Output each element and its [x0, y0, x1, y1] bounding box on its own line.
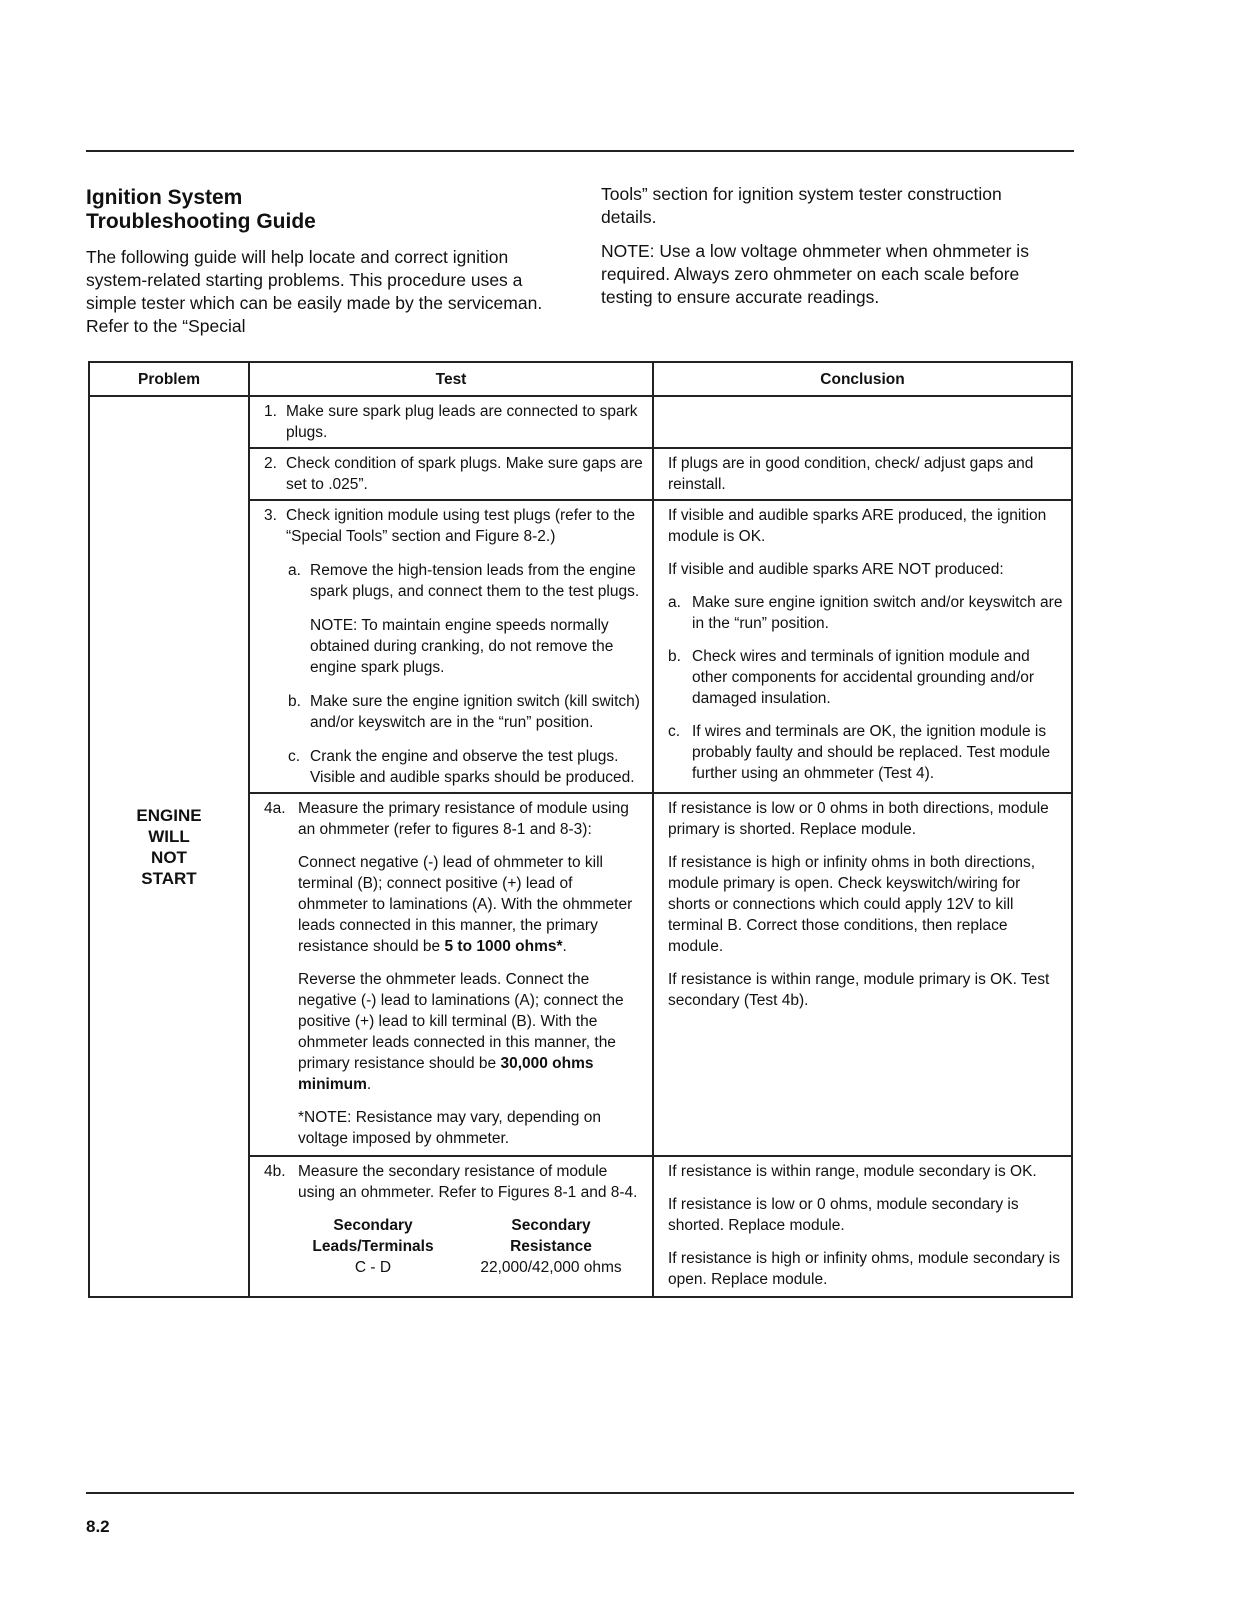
conclusion-text: If wires and terminals are OK, the ignition module is probably faulty and should be replaced. Test module further using an ohmmeter (Test 4).: [692, 723, 1051, 782]
conclusion-text: If resistance is high or infinity ohms, module secondary is open. Replace module.: [668, 1250, 1060, 1288]
step-text: Make sure spark plug leads are connected to spark plugs.: [286, 403, 638, 441]
conclusion-text: If visible and audible sparks ARE produced, the ignition module is OK.: [668, 507, 1047, 545]
problem-cell: [89, 396, 249, 1297]
intro-column-2: [601, 183, 1061, 320]
conclusion-text: If resistance is high or infinity ohms in both directions, module primary is open. Check keyswitch/wiring for shorts or connections which could apply 12V to kill terminal B. Correct those conditions, then replace module.: [668, 854, 1036, 955]
conclusion-cell-2: If plugs are in good condition, check/ adjust gaps and reinstall.: [653, 448, 1072, 500]
conclusion-text: Make sure engine ignition switch and/or keyswitch are in the “run” position.: [692, 594, 1063, 632]
substep-text: Crank the engine and observe the test plugs. Visible and audible sparks should be produced.: [310, 748, 635, 786]
header-conclusion: Conclusion: [653, 362, 1072, 396]
substep-letter: a.: [288, 562, 301, 579]
intro-continuation: Tools” section for ignition system tester construction details.: [601, 184, 1002, 227]
conclusion-text: If resistance is within range, module primary is OK. Test secondary (Test 4b).: [668, 971, 1050, 1009]
step-text: Check ignition module using test plugs (refer to the “Special Tools” section and Figure 8-2.): [286, 507, 635, 545]
step-number: 2.: [264, 455, 277, 472]
conclusion-letter: b.: [668, 648, 681, 665]
table-header-row: [89, 362, 1072, 396]
table-row: [89, 396, 1072, 448]
spec-header: Resistance: [510, 1238, 592, 1255]
step-text: Check condition of spark plugs. Make sure gaps are set to .025”.: [286, 455, 643, 493]
problem-line: START: [141, 868, 197, 888]
spec-value: C - D: [354, 1259, 392, 1276]
conclusion-cell-4b: [653, 1156, 1072, 1297]
conclusion-cell-1: [653, 396, 1072, 448]
conclusion-letter: a.: [668, 594, 681, 611]
spec-header: Secondary: [511, 1217, 591, 1234]
test-cell-3: [249, 500, 653, 793]
step-number: 4a.: [264, 800, 286, 817]
substep-text: Remove the high-tension leads from the engine spark plugs, and connect them to the test plugs.: [310, 562, 640, 600]
substep-letter: b.: [288, 693, 301, 710]
resistance-value: 30,000 ohms minimum: [298, 1055, 594, 1093]
problem-line: NOT: [151, 847, 187, 867]
conclusion-text: If resistance is low or 0 ohms in both directions, module primary is shorted. Replace module.: [668, 800, 1049, 838]
substep-note: NOTE: To maintain engine speeds normally obtained during cranking, do not remove the engine spark plugs.: [310, 617, 614, 676]
title-line-1: Ignition System: [86, 186, 243, 209]
intro-paragraph: The following guide will help locate and correct ignition system-related starting problems. This procedure uses a simple tester which can be easily made by the serviceman. Refer to the “Special: [86, 247, 543, 336]
test-cell-1: [249, 396, 653, 448]
substep-letter: c.: [288, 748, 301, 765]
test-paragraph: [298, 969, 644, 1095]
troubleshooting-table: [88, 361, 1073, 1298]
punct: .: [562, 938, 567, 955]
test-cell-4b: [249, 1156, 653, 1297]
step-number: 1.: [264, 403, 277, 420]
conclusion-cell-3: [653, 500, 1072, 793]
ohmmeter-note: NOTE: Use a low voltage ohmmeter when ohmmeter is required. Always zero ohmmeter on each scale before testing to ensure accurate readings.: [601, 241, 1029, 307]
spec-header: Secondary: [333, 1217, 413, 1234]
test-paragraph: [298, 852, 644, 957]
bottom-rule: [86, 1492, 1074, 1494]
spec-value: 22,000/42,000 ohms: [480, 1259, 622, 1276]
page-number: 8.2: [86, 1517, 110, 1536]
substep-text: Make sure the engine ignition switch (kill switch) and/or keyswitch are in the “run” position.: [310, 693, 640, 731]
title-line-2: Troubleshooting Guide: [86, 210, 316, 233]
conclusion-letter: c.: [668, 723, 681, 740]
step-number: 4b.: [264, 1163, 286, 1180]
punct: .: [366, 1076, 372, 1093]
top-rule: [86, 150, 1074, 152]
problem-line: WILL: [148, 826, 190, 846]
step-text: Measure the secondary resistance of module using an ohmmeter. Refer to Figures 8-1 and 8-4.: [298, 1163, 638, 1201]
secondary-spec-table: [288, 1215, 644, 1278]
spec-header: Leads/Terminals: [312, 1238, 434, 1255]
test-cell-4a: [249, 793, 653, 1156]
conclusion-cell-4a: [653, 793, 1072, 1156]
step-number: 3.: [264, 507, 277, 524]
page-title: [86, 186, 316, 234]
step-text: Measure the primary resistance of module using an ohmmeter (refer to figures 8-1 and 8-3):: [298, 800, 629, 838]
resistance-value: 5 to 1000 ohms*: [444, 938, 563, 955]
conclusion-text: If resistance is low or 0 ohms, module secondary is shorted. Replace module.: [668, 1196, 1019, 1234]
resistance-note: *NOTE: Resistance may vary, depending on voltage imposed by ohmmeter.: [298, 1109, 601, 1147]
header-problem: Problem: [89, 362, 249, 396]
test-cell-2: [249, 448, 653, 500]
header-test: Test: [249, 362, 653, 396]
conclusion-text: Check wires and terminals of ignition module and other components for accidental grounding and/or damaged insulation.: [692, 648, 1035, 707]
conclusion-text: If visible and audible sparks ARE NOT produced:: [668, 561, 1004, 578]
test-text: Reverse the ohmmeter leads. Connect the negative (-) lead to laminations (A); connect the positive (+) lead to kill terminal (B). With the ohmmeter leads connected in this manner, the primary resistance should be: [298, 971, 624, 1072]
test-text: Connect negative (-) lead of ohmmeter to kill terminal (B); connect positive (+) lead of ohmmeter to laminations (A). With the ohmmeter leads connected in this manner, the primary resistance should be: [298, 854, 633, 955]
problem-line: ENGINE: [136, 805, 202, 825]
conclusion-text: If resistance is within range, module secondary is OK.: [668, 1163, 1037, 1180]
